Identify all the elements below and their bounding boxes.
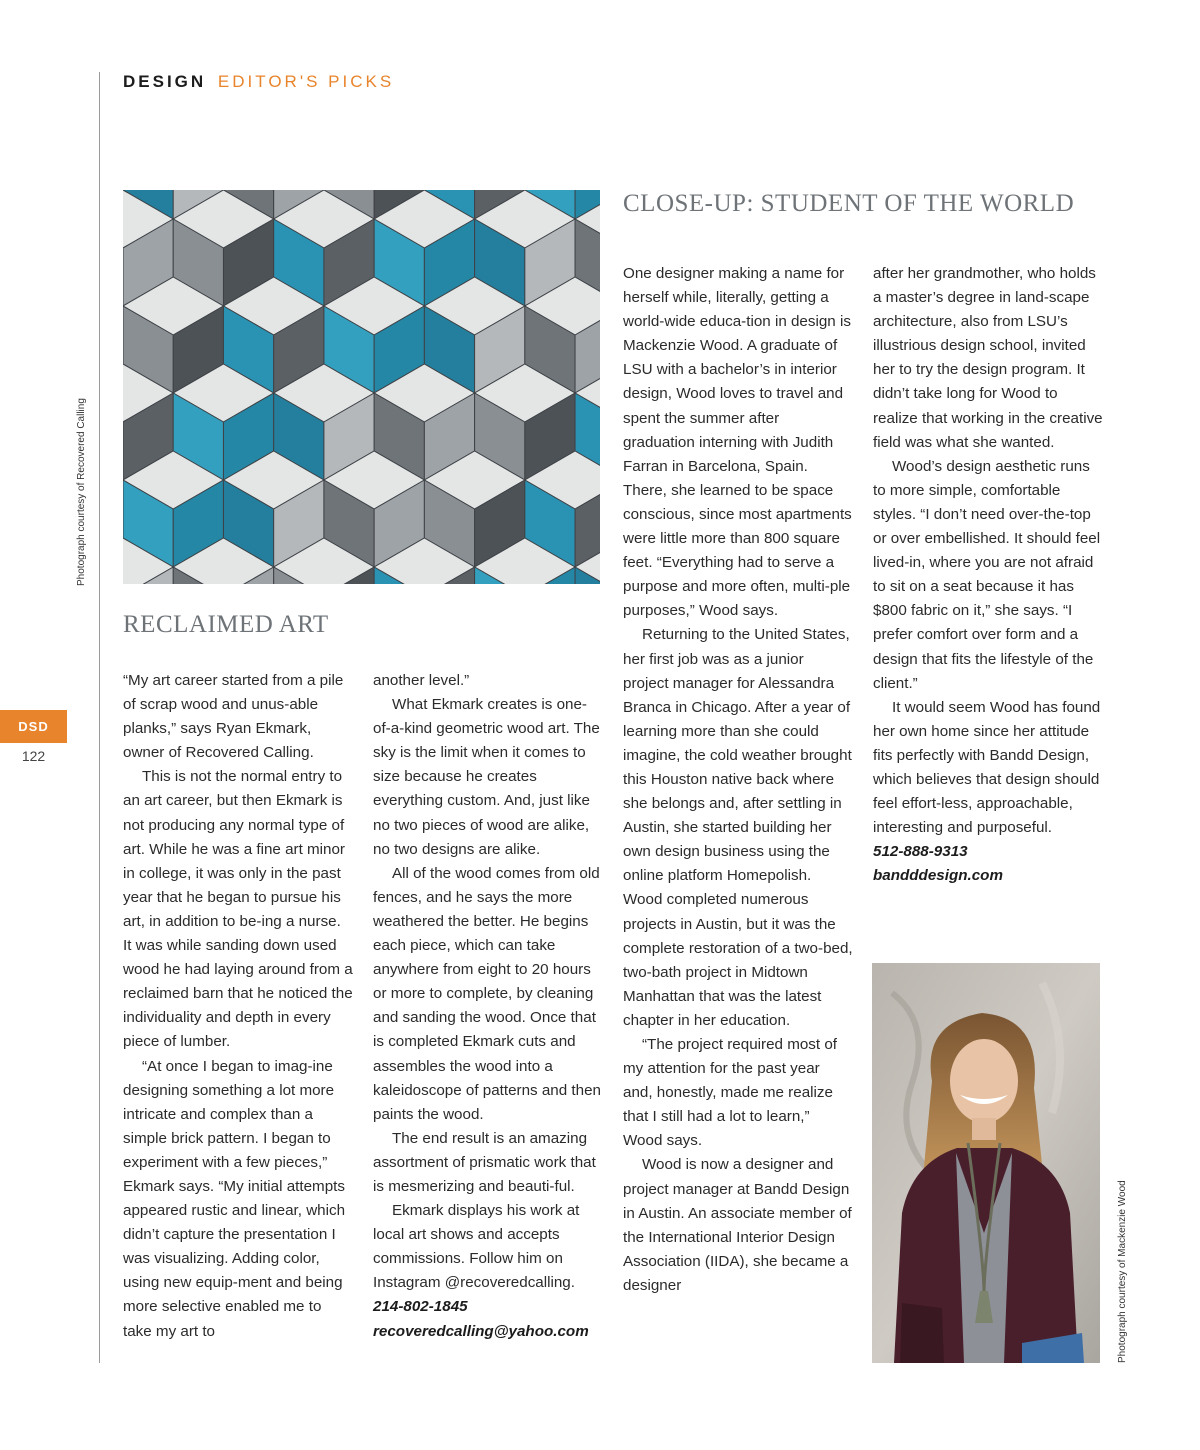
paragraph: All of the wood comes from old fences, and he says the more weathered the better. He begins each piece, which can take anywhere from eight to 20 hours or more to complete, by cleaning and sanding the wood. Once that is completed Ekmark cuts and assembles the wood into a kaleidoscope of patterns and then paints the wood.: [373, 864, 601, 1123]
geometric-wood-art-photo: [123, 190, 600, 584]
photo-credit-left: Photograph courtesy of Recovered Calling: [76, 398, 87, 586]
paragraph: One designer making a name for herself while, literally, getting a world-wide educa-tion in design is Mackenzie Wood. A graduate of LSU with a bachelor’s in interior design, Wood loves to travel and spent the summer after graduation interning with Judith Farran in Barcelona, Spain. There, she learned to be space conscious, since most apartments were little more than 800 square feet. “Everything had to serve a purpose and more often, multi-ple purposes,” Wood says.: [623, 265, 852, 620]
paragraph: Wood’s design aesthetic runs to more simple, comfortable styles. “I don’t need over-the-top or over embellished. It should feel lived-in, where you are not afraid to sit on a seat because it has $800 fabric on it,” she says. “I prefer comfort over form and a design that fits the lifestyle of the client.”: [873, 457, 1101, 692]
paragraph: “My art career started from a pile of scrap wood and unus-able planks,” says Ryan Ekmark, owner of Recovered Calling.: [123, 672, 344, 762]
photo-credit-right: Photograph courtesy of Mackenzie Wood: [1117, 1180, 1128, 1363]
close-up-column-1: [623, 262, 853, 1298]
paragraph: Ekmark displays his work at local art shows and accepts commissions. Follow him on Instagram @recoveredcalling.: [373, 1202, 580, 1292]
paragraph: Wood is now a designer and project manager at Bandd Design in Austin. An associate member of the International Interior Design Association (IIDA), she became a designer: [623, 1156, 852, 1294]
contact-phone: 512-888-9313: [873, 843, 968, 861]
paragraph: “The project required most of my attention for the past year and, honestly, made me realize that I still had a lot to learn,” Wood says.: [623, 1036, 837, 1150]
reclaimed-art-column-2: [373, 669, 603, 1344]
section-label: DESIGN: [123, 72, 207, 91]
paragraph: What Ekmark creates is one-of-a-kind geometric wood art. The sky is the limit when it comes to size because he creates everything custom. And, just like no two pieces of wood are alike, no two designs are alike.: [373, 696, 600, 858]
paragraph: another level.”: [373, 672, 470, 689]
reclaimed-art-headline: RECLAIMED ART: [123, 611, 329, 638]
vertical-rule: [99, 72, 100, 1363]
contact-website: bandddesign.com: [873, 867, 1003, 885]
section-header: [123, 72, 394, 92]
paragraph: after her grandmother, who holds a master’s degree in land-scape architecture, also from LSU’s illustrious design school, invited her to try the design program. It didn’t take long for Wood to realize that working in the creative field was what she wanted.: [873, 265, 1103, 451]
reclaimed-art-column-1: [123, 669, 353, 1344]
contact-phone: 214-802-1845: [373, 1298, 468, 1316]
page-number: 122: [21, 748, 46, 764]
paragraph: “At once I began to imag-ine designing something a lot more intricate and complex than a simple brick pattern. I began to experiment with a few pieces,” Ekmark says. “My initial attempts appeared rustic and linear, which didn’t capture the presentation I was visualizing. Adding color, using new equip-ment and being more selective enabled me to take my art to: [123, 1057, 346, 1340]
paragraph: The end result is an amazing assortment of prismatic work that is mesmerizing and beauti-ful.: [373, 1129, 596, 1195]
close-up-column-2: [873, 262, 1103, 888]
contact-email: recoveredcalling@yahoo.com: [373, 1322, 589, 1340]
subsection-label: EDITOR'S PICKS: [217, 72, 395, 91]
paragraph: This is not the normal entry to an art career, but then Ekmark is not producing any normal type of art. While he was a fine art minor in college, it was only in the past year that he began to pursue his art, in addition to be-ing a nurse. It was while sanding down used wood he had laying around from a reclaimed barn that he noticed the individuality and depth in every piece of lumber.: [123, 768, 353, 1051]
paragraph: It would seem Wood has found her own home since her attitude fits perfectly with Bandd Design, which believes that design should feel effort-less, approachable, interesting and purposeful.: [873, 698, 1101, 837]
magazine-tab: DSD: [0, 710, 67, 743]
paragraph: Returning to the United States, her first job was as a junior project manager for Alessandra Branca in Chicago. After a year of learning more than she could imagine, the cold weather brought this Houston native back where she belongs and, after settling in Austin, she started building her own design business using the online platform Homepolish. Wood completed numerous projects in Austin, but it was the complete restoration of a two-bed, two-bath project in Midtown Manhattan that was the latest chapter in her education.: [623, 626, 853, 1029]
designer-portrait-photo: [872, 963, 1100, 1363]
close-up-headline: CLOSE-UP: STUDENT OF THE WORLD: [623, 190, 1075, 217]
